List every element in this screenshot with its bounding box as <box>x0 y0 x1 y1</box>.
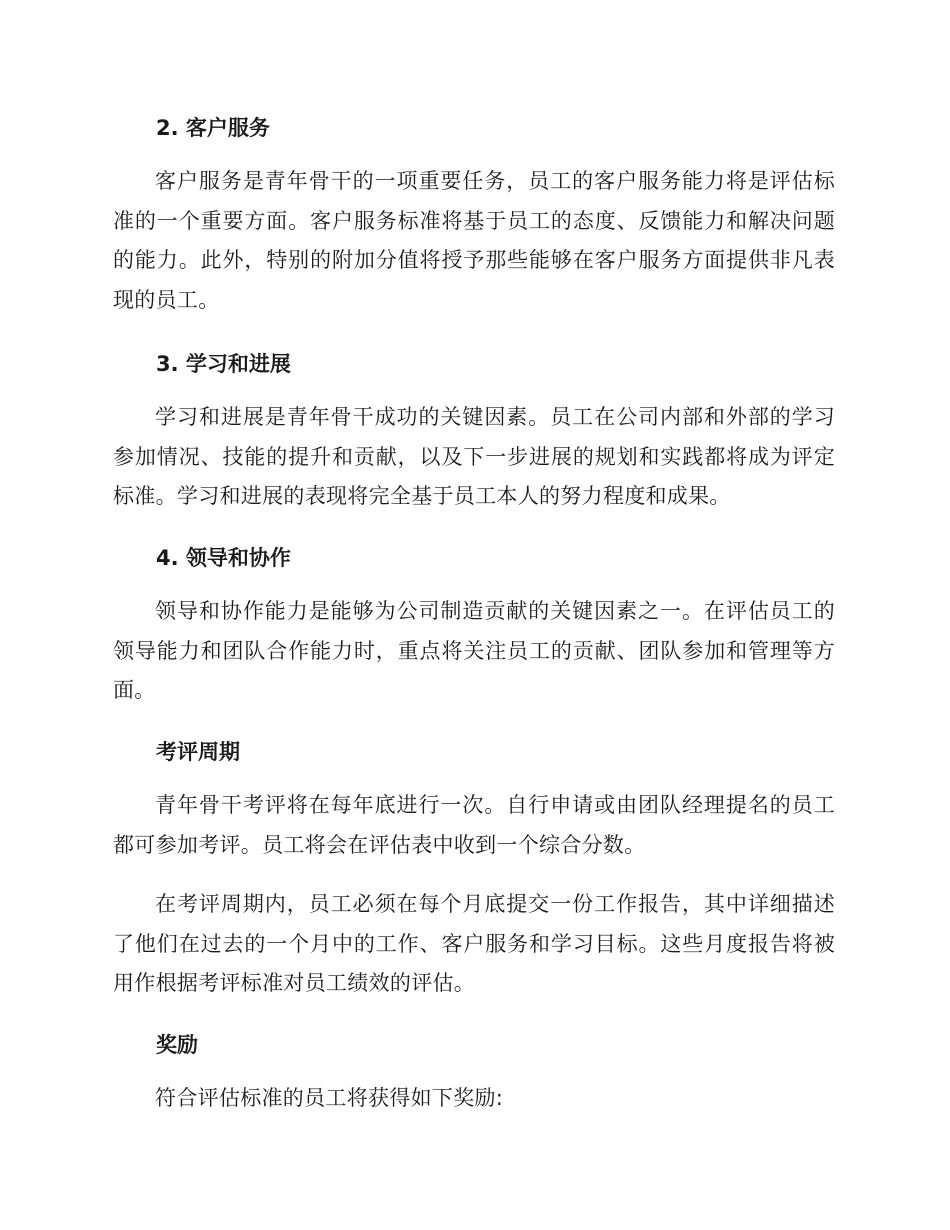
paragraph-customer-service: 客户服务是青年骨干的一项重要任务，员工的客户服务能力将是评估标准的一个重要方面。客户服务标准将基于员工的态度、反馈能力和解决问题的能力。此外，特别的附加分值将授予那些能够在客户服务方面提供非凡表现的员工。 <box>113 169 835 312</box>
paragraph-review-cycle-1: 青年骨干考评将在每年底进行一次。自行申请或由团队经理提名的员工都可参加考评。员工将会在评估表中收到一个综合分数。 <box>113 793 835 857</box>
paragraph-learning-progress: 学习和进展是青年骨干成功的关键因素。员工在公司内部和外部的学习参加情况、技能的提升和贡献，以及下一步进展的规划和实践都将成为评定标准。学习和进展的表现将完全基于员工本人的努力程度和成果。 <box>113 405 835 508</box>
paragraph-review-cycle-2: 在考评周期内，员工必须在每个月底提交一份工作报告，其中详细描述了他们在过去的一个月中的工作、客户服务和学习目标。这些月度报告将被用作根据考评标准对员工绩效的评估。 <box>113 892 835 995</box>
section-heading-customer-service: 2. 客户服务 <box>156 116 270 140</box>
section-heading-learning-progress: 3. 学习和进展 <box>156 352 291 376</box>
paragraph-rewards: 符合评估标准的员工将获得如下奖励: <box>155 1086 504 1110</box>
paragraph-leadership-collaboration: 领导和协作能力是能够为公司制造贡献的关键因素之一。在评估员工的领导能力和团队合作能力时，重点将关注员工的贡献、团队参加和管理等方面。 <box>113 599 835 702</box>
section-heading-leadership-collaboration: 4. 领导和协作 <box>156 546 291 570</box>
section-heading-rewards: 奖励 <box>156 1033 198 1057</box>
section-heading-review-cycle: 考评周期 <box>156 740 240 764</box>
